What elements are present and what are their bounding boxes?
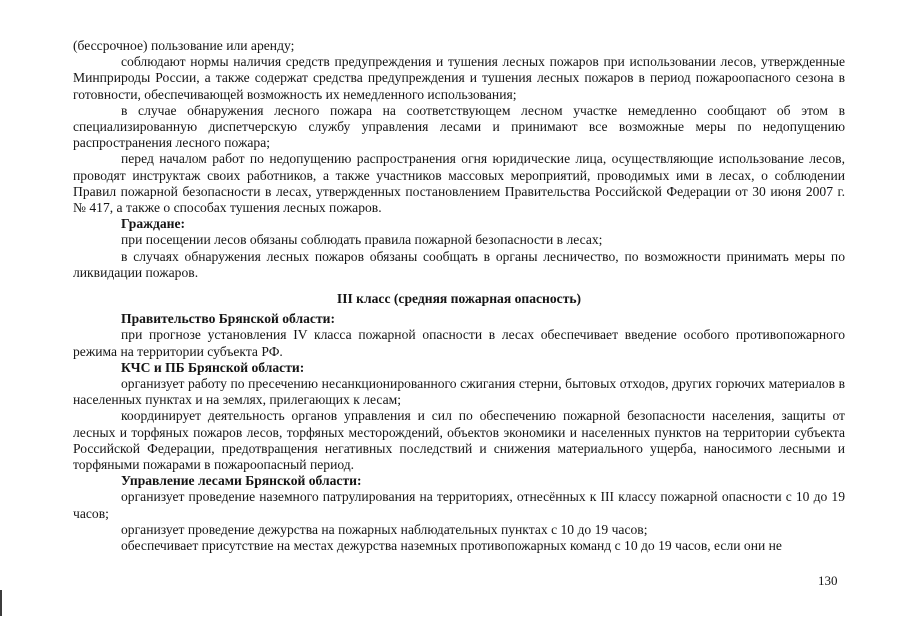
- page-number: 130: [818, 573, 838, 588]
- paragraph: соблюдают нормы наличия средств предупреждения и тушения лесных пожаров при использовании лесов, утвержденные Минприроды России, а также содержат средства предупреждения и тушения лесных пожаров в период пожароопасного сезона в готовности, обеспечивающей возможность их немедленного использования;: [73, 54, 845, 102]
- paragraph: организует проведение дежурства на пожарных наблюдательных пунктах с 10 до 19 часов;: [121, 521, 648, 537]
- document-body: [73, 38, 845, 554]
- paragraph: в случаях обнаружения лесных пожаров обязаны сообщать в органы лесничество, по возможности принимать меры по ликвидации пожаров.: [73, 248, 845, 280]
- government-heading: Правительство Брянской области:: [121, 311, 335, 327]
- paragraph: перед началом работ по недопущению распространения огня юридические лица, осуществляющие использование лесов, проводят инструктаж своих работников, а также участников массовых мероприятий, проводимых ими в лесах, о соблюдении Правил пожарной безопасности в лесах, утвержденных постановлением Правительства Российской Федерации от 30 июня 2007 г. № 417, а также о способах тушения лесных пожаров.: [73, 151, 845, 216]
- paragraph: в случае обнаружения лесного пожара на соответствующем лесном участке немедленно сообщают об этом в специализированную диспетчерскую службу управления лесами и принимают все возможные меры по недопущению распространения лесного пожара;: [73, 102, 845, 151]
- paragraph: организует проведение наземного патрулирования на территориях, отнесённых к III классу пожарной опасности с 10 до 19 часов;: [73, 489, 845, 521]
- paragraph: координирует деятельность органов управления и сил по обеспечению пожарной безопасности населения, защиты от лесных и торфяных пожаров лесов, торфяных месторождений, объектов экономики и населенных пунктов на территории субъекта Российской Федерации, предотвращения негативных последствий и снижения материального ущерба, наносимого лесными и торфяными пожарами в пожароопасный период.: [73, 408, 845, 473]
- paragraph: (бессрочное) пользование или аренду;: [73, 38, 295, 53]
- forest-heading: Управление лесами Брянской области:: [121, 473, 362, 489]
- citizens-heading: Граждане:: [121, 216, 186, 232]
- kchs-heading: КЧС и ПБ Брянской области:: [121, 359, 305, 375]
- paragraph: организует работу по пресечению несанкционированного сжигания стерни, бытовых отходов, других горючих материалов в населенных пунктах и на землях, прилегающих к лесам;: [73, 376, 845, 408]
- section-title: III класс (средняя пожарная опасность): [336, 291, 582, 307]
- paragraph: при прогнозе установления IV класса пожарной опасности в лесах обеспечивает введение особого противопожарного режима на территории субъекта РФ.: [73, 327, 845, 359]
- paragraph: обеспечивает присутствие на местах дежурства наземных противопожарных команд с 10 до 19 часов, если они не: [121, 538, 782, 554]
- scan-edge-mark: [0, 590, 2, 616]
- paragraph: при посещении лесов обязаны соблюдать правила пожарной безопасности в лесах;: [121, 232, 603, 248]
